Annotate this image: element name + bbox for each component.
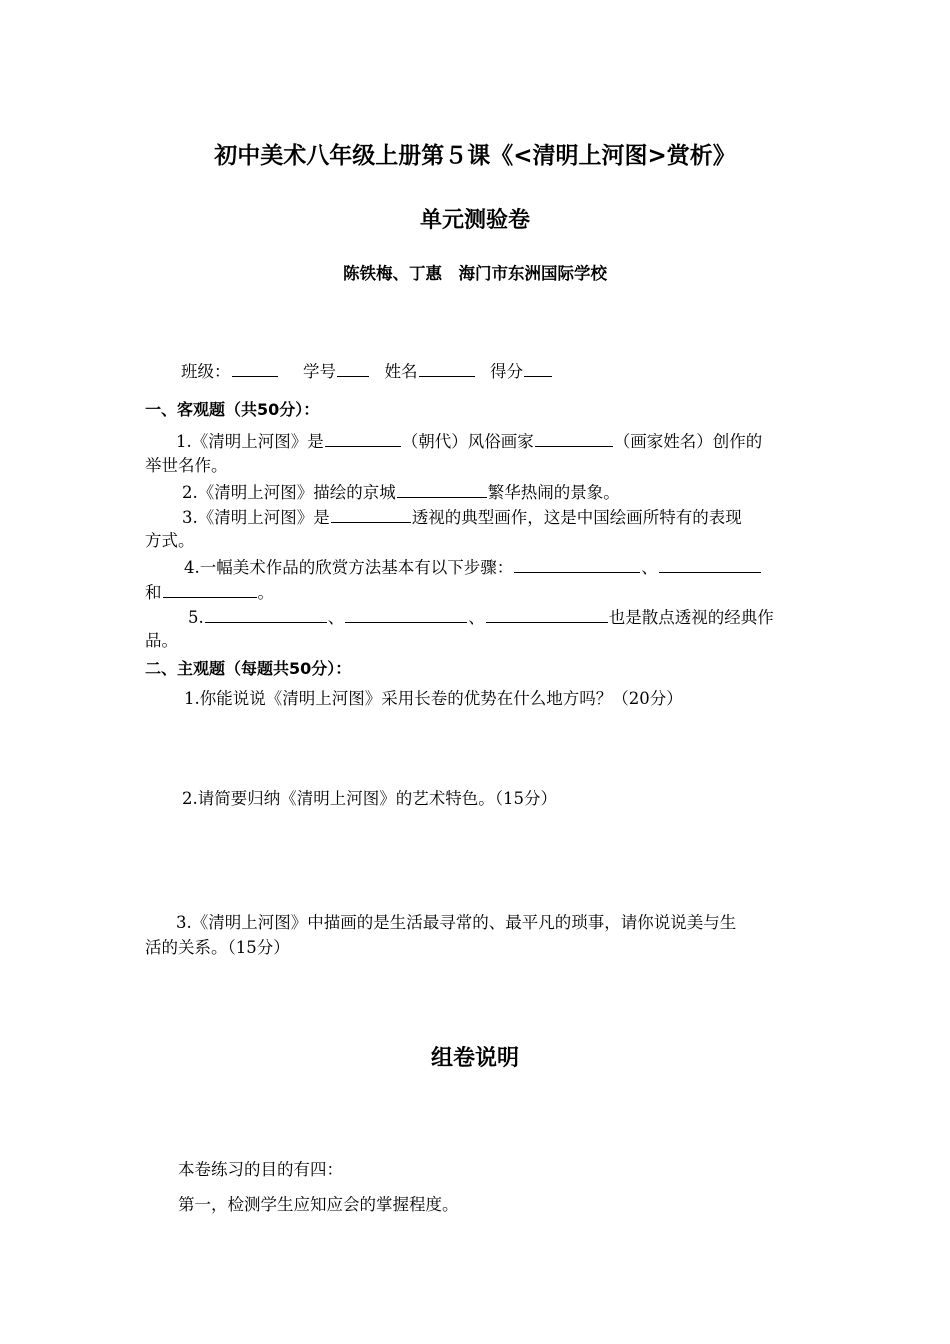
q1-2-blank[interactable] [397,481,487,498]
q1-5-sep-1: 、 [327,608,345,627]
class-label: 班级： [181,362,231,381]
question-2-2: 2.请简要归纳《清明上河图》的艺术特色。（15分） [182,789,557,808]
question-1-3-cont: 方式。 [145,531,195,550]
question-1-2 [182,481,620,503]
question-1-5 [188,606,774,628]
q1-5-text-b: 也是散点透视的经典作 [608,608,774,627]
q1-1-text-a: 1.《清明上河图》是 [176,432,324,451]
section2-heading: 二、主观题（每题共50分）： [145,659,352,678]
q1-4-end: 。 [257,583,274,602]
q1-3-text-b: 透视的典型画作，这是中国绘画所特有的表现 [411,508,742,527]
q1-4-blank-3[interactable] [163,581,257,598]
q1-2-text-a: 2.《清明上河图》描绘的京城 [182,483,396,502]
q1-3-blank[interactable] [331,506,411,523]
name-label: 姓名 [384,362,418,381]
q1-1-blank-dynasty[interactable] [325,430,401,447]
score-blank[interactable] [524,360,552,377]
q1-4-text-c: 和 [145,583,162,602]
notes-heading: 组卷说明 [430,1046,519,1071]
q1-2-text-b: 繁华热闹的景象。 [487,483,620,502]
question-2-3: 3.《清明上河图》中描画的是生活最寻常的、最平凡的琐事，请你说说美与生 [176,913,737,932]
q1-4-blank-2[interactable] [659,556,761,573]
question-1-4-cont [145,581,274,603]
class-blank[interactable] [232,360,278,377]
question-1-1-cont: 举世名作。 [145,456,228,475]
id-blank[interactable] [337,360,369,377]
page-title: 初中美术八年级上册第５课《<清明上河图>赏析》 [214,143,736,169]
id-label: 学号 [303,362,336,381]
question-1-3 [182,506,742,528]
q1-5-text-a: 5. [188,608,204,627]
q1-4-sep: 、 [641,558,658,577]
q1-1-blank-painter[interactable] [535,430,613,447]
q1-5-blank-3[interactable] [486,606,608,623]
notes-paragraph-1: 本卷练习的目的有四： [178,1160,343,1179]
q1-5-blank-2[interactable] [345,606,467,623]
student-info-line [181,360,553,382]
q1-1-text-c: （画家姓名）创作的 [613,432,763,451]
q1-5-blank-1[interactable] [205,606,327,623]
name-blank[interactable] [419,360,475,377]
question-1-1 [176,430,762,452]
section1-heading: 一、客观题（共50分）： [145,400,320,419]
q1-4-blank-1[interactable] [514,556,640,573]
question-2-1: 1.你能说说《清明上河图》采用长卷的优势在什么地方吗？（20分） [184,689,683,708]
score-label: 得分 [490,362,523,381]
q1-4-text-a: 4.一幅美术作品的欣赏方法基本有以下步骤： [184,558,514,577]
question-2-3-cont: 活的关系。（15分） [145,938,290,957]
question-1-5-cont: 品。 [145,631,178,650]
author-line: 陈铁梅、丁惠 海门市东洲国际学校 [343,264,607,283]
page-subtitle: 单元测验卷 [419,208,530,233]
question-1-4 [184,556,762,578]
q1-3-text-a: 3.《清明上河图》是 [182,508,330,527]
q1-1-text-b: （朝代）风俗画家 [401,432,534,451]
notes-paragraph-2: 第一，检测学生应知应会的掌握程度。 [178,1195,459,1214]
q1-5-sep-2: 、 [468,608,485,627]
